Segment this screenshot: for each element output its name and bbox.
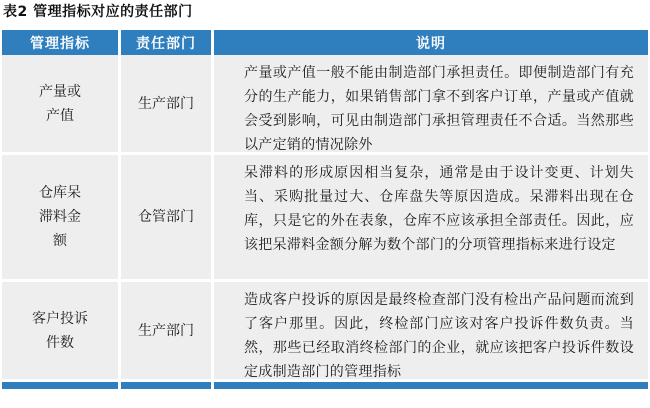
header-description: 说明	[214, 30, 648, 55]
table-row-description: 造成客户投诉的原因是最终检查部门没有检出产品问题而流到了客户那里。因此，终检部门应该对客户投诉件数负责。当然，那些已经取消终检部门的企业，就应该把客户投诉件数设定成制造部门的管理指标	[214, 282, 648, 382]
table-row-department	[121, 155, 214, 282]
table-row-department	[121, 282, 214, 382]
table-row-description: 呆滞料的形成原因相当复杂，通常是由于设计变更、计划失当、采购批量过大、仓库盘失等原因造成。呆滞料出现在仓库，只是它的外在表象，仓库不应该承担全部责任。因此，应该把呆滞料金额分解为数个部门的分项管理指标来进行设定	[214, 155, 648, 282]
table-row-department	[121, 55, 214, 155]
header-department: 责任部门	[121, 30, 214, 55]
department-text: 生产部门	[138, 95, 194, 112]
header-indicator: 管理指标	[2, 30, 121, 55]
department-text: 仓管部门	[138, 209, 194, 225]
table-row-indicator	[2, 155, 121, 282]
department-text: 生产部门	[138, 322, 194, 339]
responsibility-table	[2, 30, 648, 389]
table-row-indicator	[2, 282, 121, 382]
table-row-description: 产量或产值一般不能由制造部门承担责任。即便制造部门有充分的生产能力，如果销售部门拿不到客户订单，产量或产值就会受到影响，可见由制造部门承担管理责任不合适。当然那些以产定销的情况除外	[214, 55, 648, 155]
table-caption: 表2 管理指标对应的责任部门	[3, 4, 193, 20]
indicator-text: 仓库呆滞料金额	[39, 185, 81, 249]
table-footer-bar	[2, 382, 121, 389]
indicator-text: 客户投诉件数	[32, 310, 88, 351]
table-footer-bar	[214, 382, 648, 389]
indicator-text: 产量或产值	[39, 83, 81, 124]
table-footer-bar	[121, 382, 214, 389]
table-row-indicator	[2, 55, 121, 155]
